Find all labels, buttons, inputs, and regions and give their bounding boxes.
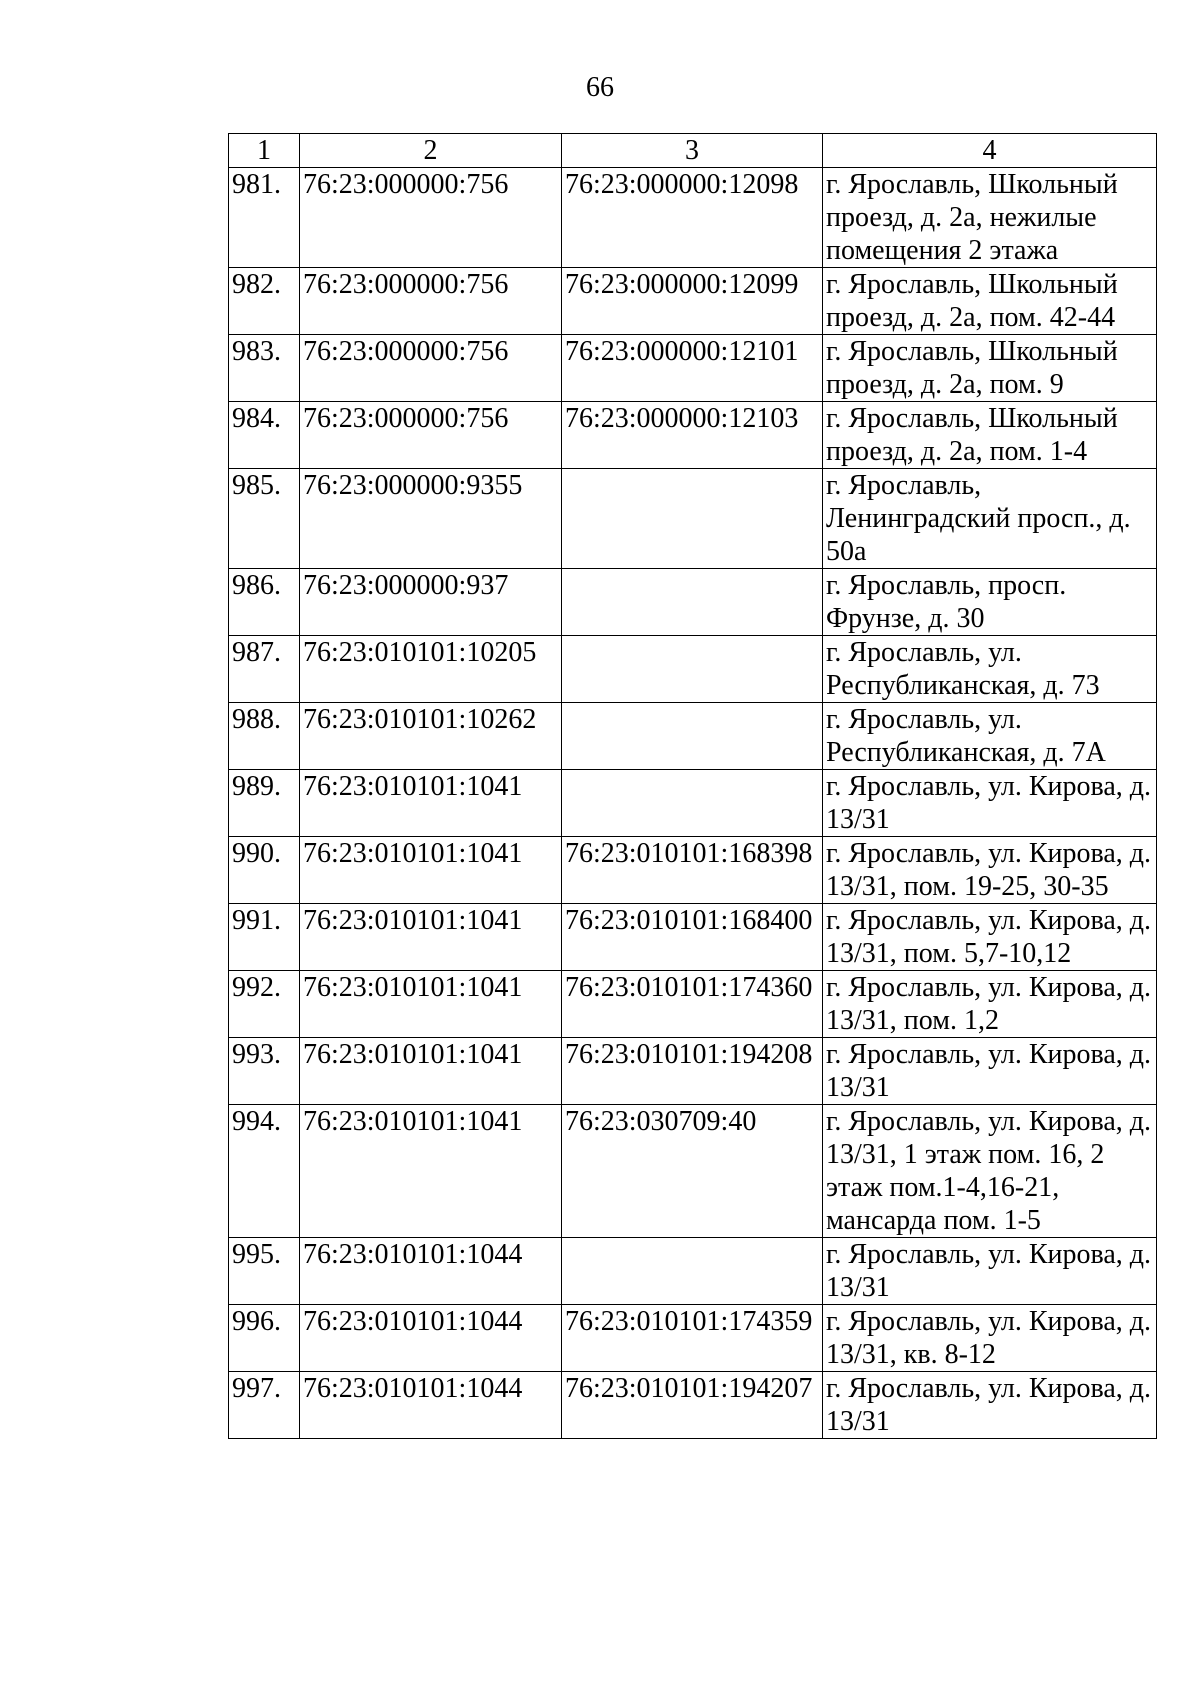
row-number-cell: 985. [229, 469, 300, 569]
cadastral-object-cell: 76:23:010101:168398 [562, 837, 823, 904]
table-row [229, 1105, 1157, 1238]
table-row [229, 636, 1157, 703]
address-cell: г. Ярославль, просп. Фрунзе, д. 30 [823, 569, 1157, 636]
cadastral-object-cell: 76:23:000000:12103 [562, 402, 823, 469]
table-row [229, 971, 1157, 1038]
address-cell: г. Ярославль, ул. Кирова, д. 13/31, пом. 1,2 [823, 971, 1157, 1038]
row-number-cell: 996. [229, 1305, 300, 1372]
cadastral-parcel-cell: 76:23:010101:1041 [300, 770, 562, 837]
row-number-cell: 993. [229, 1038, 300, 1105]
table-row [229, 335, 1157, 402]
table-row [229, 569, 1157, 636]
row-number-cell: 997. [229, 1372, 300, 1439]
cadastral-parcel-cell: 76:23:010101:1044 [300, 1372, 562, 1439]
table-row [229, 402, 1157, 469]
address-cell: г. Ярославль, Школьный проезд, д. 2а, нежилые помещения 2 этажа [823, 168, 1157, 268]
cadastral-parcel-cell: 76:23:010101:10262 [300, 703, 562, 770]
cadastral-object-cell [562, 1238, 823, 1305]
cadastral-object-cell: 76:23:000000:12098 [562, 168, 823, 268]
row-number-cell: 987. [229, 636, 300, 703]
cadastral-parcel-cell: 76:23:010101:10205 [300, 636, 562, 703]
address-cell: г. Ярославль, ул. Республиканская, д. 73 [823, 636, 1157, 703]
table-row [229, 770, 1157, 837]
page-number: 66 [586, 72, 614, 103]
address-cell: г. Ярославль, Школьный проезд, д. 2а, пом. 9 [823, 335, 1157, 402]
cadastral-object-cell [562, 636, 823, 703]
address-cell: г. Ярославль, Ленинградский просп., д. 50а [823, 469, 1157, 569]
table-row [229, 1305, 1157, 1372]
table-row [229, 1038, 1157, 1105]
cadastral-parcel-cell: 76:23:000000:937 [300, 569, 562, 636]
address-cell: г. Ярославль, ул. Кирова, д. 13/31, 1 этаж пом. 16, 2 этаж пом.1-4,16-21, мансарда пом. 1-5 [823, 1105, 1157, 1238]
row-number-cell: 989. [229, 770, 300, 837]
cadastral-object-cell: 76:23:030709:40 [562, 1105, 823, 1238]
table-row [229, 703, 1157, 770]
header-row [229, 134, 1157, 168]
table-row [229, 1238, 1157, 1305]
cadastral-object-cell [562, 703, 823, 770]
cadastral-object-cell [562, 569, 823, 636]
row-number-cell: 995. [229, 1238, 300, 1305]
cadastral-object-cell: 76:23:010101:194207 [562, 1372, 823, 1439]
row-number-cell: 990. [229, 837, 300, 904]
cadastral-parcel-cell: 76:23:000000:756 [300, 335, 562, 402]
cadastral-object-cell: 76:23:010101:168400 [562, 904, 823, 971]
cadastral-parcel-cell: 76:23:010101:1044 [300, 1305, 562, 1372]
address-cell: г. Ярославль, ул. Кирова, д. 13/31 [823, 1372, 1157, 1439]
cadastral-parcel-cell: 76:23:010101:1041 [300, 1038, 562, 1105]
cadastral-parcel-cell: 76:23:010101:1041 [300, 1105, 562, 1238]
cadastral-parcel-cell: 76:23:000000:756 [300, 402, 562, 469]
address-cell: г. Ярославль, ул. Кирова, д. 13/31, кв. 8-12 [823, 1305, 1157, 1372]
column-header-4: 4 [823, 134, 1157, 168]
address-cell: г. Ярославль, ул. Кирова, д. 13/31 [823, 1038, 1157, 1105]
table-row [229, 268, 1157, 335]
register-table [228, 133, 1157, 1439]
cadastral-object-cell: 76:23:010101:174360 [562, 971, 823, 1038]
row-number-cell: 981. [229, 168, 300, 268]
cadastral-object-cell [562, 469, 823, 569]
cadastral-parcel-cell: 76:23:000000:9355 [300, 469, 562, 569]
cadastral-parcel-cell: 76:23:000000:756 [300, 168, 562, 268]
table-row [229, 1372, 1157, 1439]
table-row [229, 837, 1157, 904]
cadastral-object-cell: 76:23:000000:12101 [562, 335, 823, 402]
column-header-3: 3 [562, 134, 823, 168]
cadastral-object-cell: 76:23:010101:194208 [562, 1038, 823, 1105]
table-row [229, 168, 1157, 268]
row-number-cell: 982. [229, 268, 300, 335]
cadastral-object-cell: 76:23:000000:12099 [562, 268, 823, 335]
row-number-cell: 986. [229, 569, 300, 636]
column-header-1: 1 [229, 134, 300, 168]
row-number-cell: 992. [229, 971, 300, 1038]
cadastral-object-cell [562, 770, 823, 837]
address-cell: г. Ярославль, ул. Кирова, д. 13/31, пом. 5,7-10,12 [823, 904, 1157, 971]
row-number-cell: 991. [229, 904, 300, 971]
table-row [229, 904, 1157, 971]
address-cell: г. Ярославль, Школьный проезд, д. 2а, пом. 1-4 [823, 402, 1157, 469]
row-number-cell: 983. [229, 335, 300, 402]
table-body [229, 168, 1157, 1439]
address-cell: г. Ярославль, ул. Кирова, д. 13/31 [823, 770, 1157, 837]
cadastral-parcel-cell: 76:23:010101:1041 [300, 971, 562, 1038]
cadastral-parcel-cell: 76:23:010101:1044 [300, 1238, 562, 1305]
row-number-cell: 984. [229, 402, 300, 469]
cadastral-parcel-cell: 76:23:010101:1041 [300, 837, 562, 904]
table-row [229, 469, 1157, 569]
address-cell: г. Ярославль, Школьный проезд, д. 2а, пом. 42-44 [823, 268, 1157, 335]
address-cell: г. Ярославль, ул. Кирова, д. 13/31, пом. 19-25, 30-35 [823, 837, 1157, 904]
cadastral-parcel-cell: 76:23:010101:1041 [300, 904, 562, 971]
address-cell: г. Ярославль, ул. Республиканская, д. 7А [823, 703, 1157, 770]
row-number-cell: 994. [229, 1105, 300, 1238]
cadastral-object-cell: 76:23:010101:174359 [562, 1305, 823, 1372]
cadastral-parcel-cell: 76:23:000000:756 [300, 268, 562, 335]
address-cell: г. Ярославль, ул. Кирова, д. 13/31 [823, 1238, 1157, 1305]
column-header-2: 2 [300, 134, 562, 168]
row-number-cell: 988. [229, 703, 300, 770]
